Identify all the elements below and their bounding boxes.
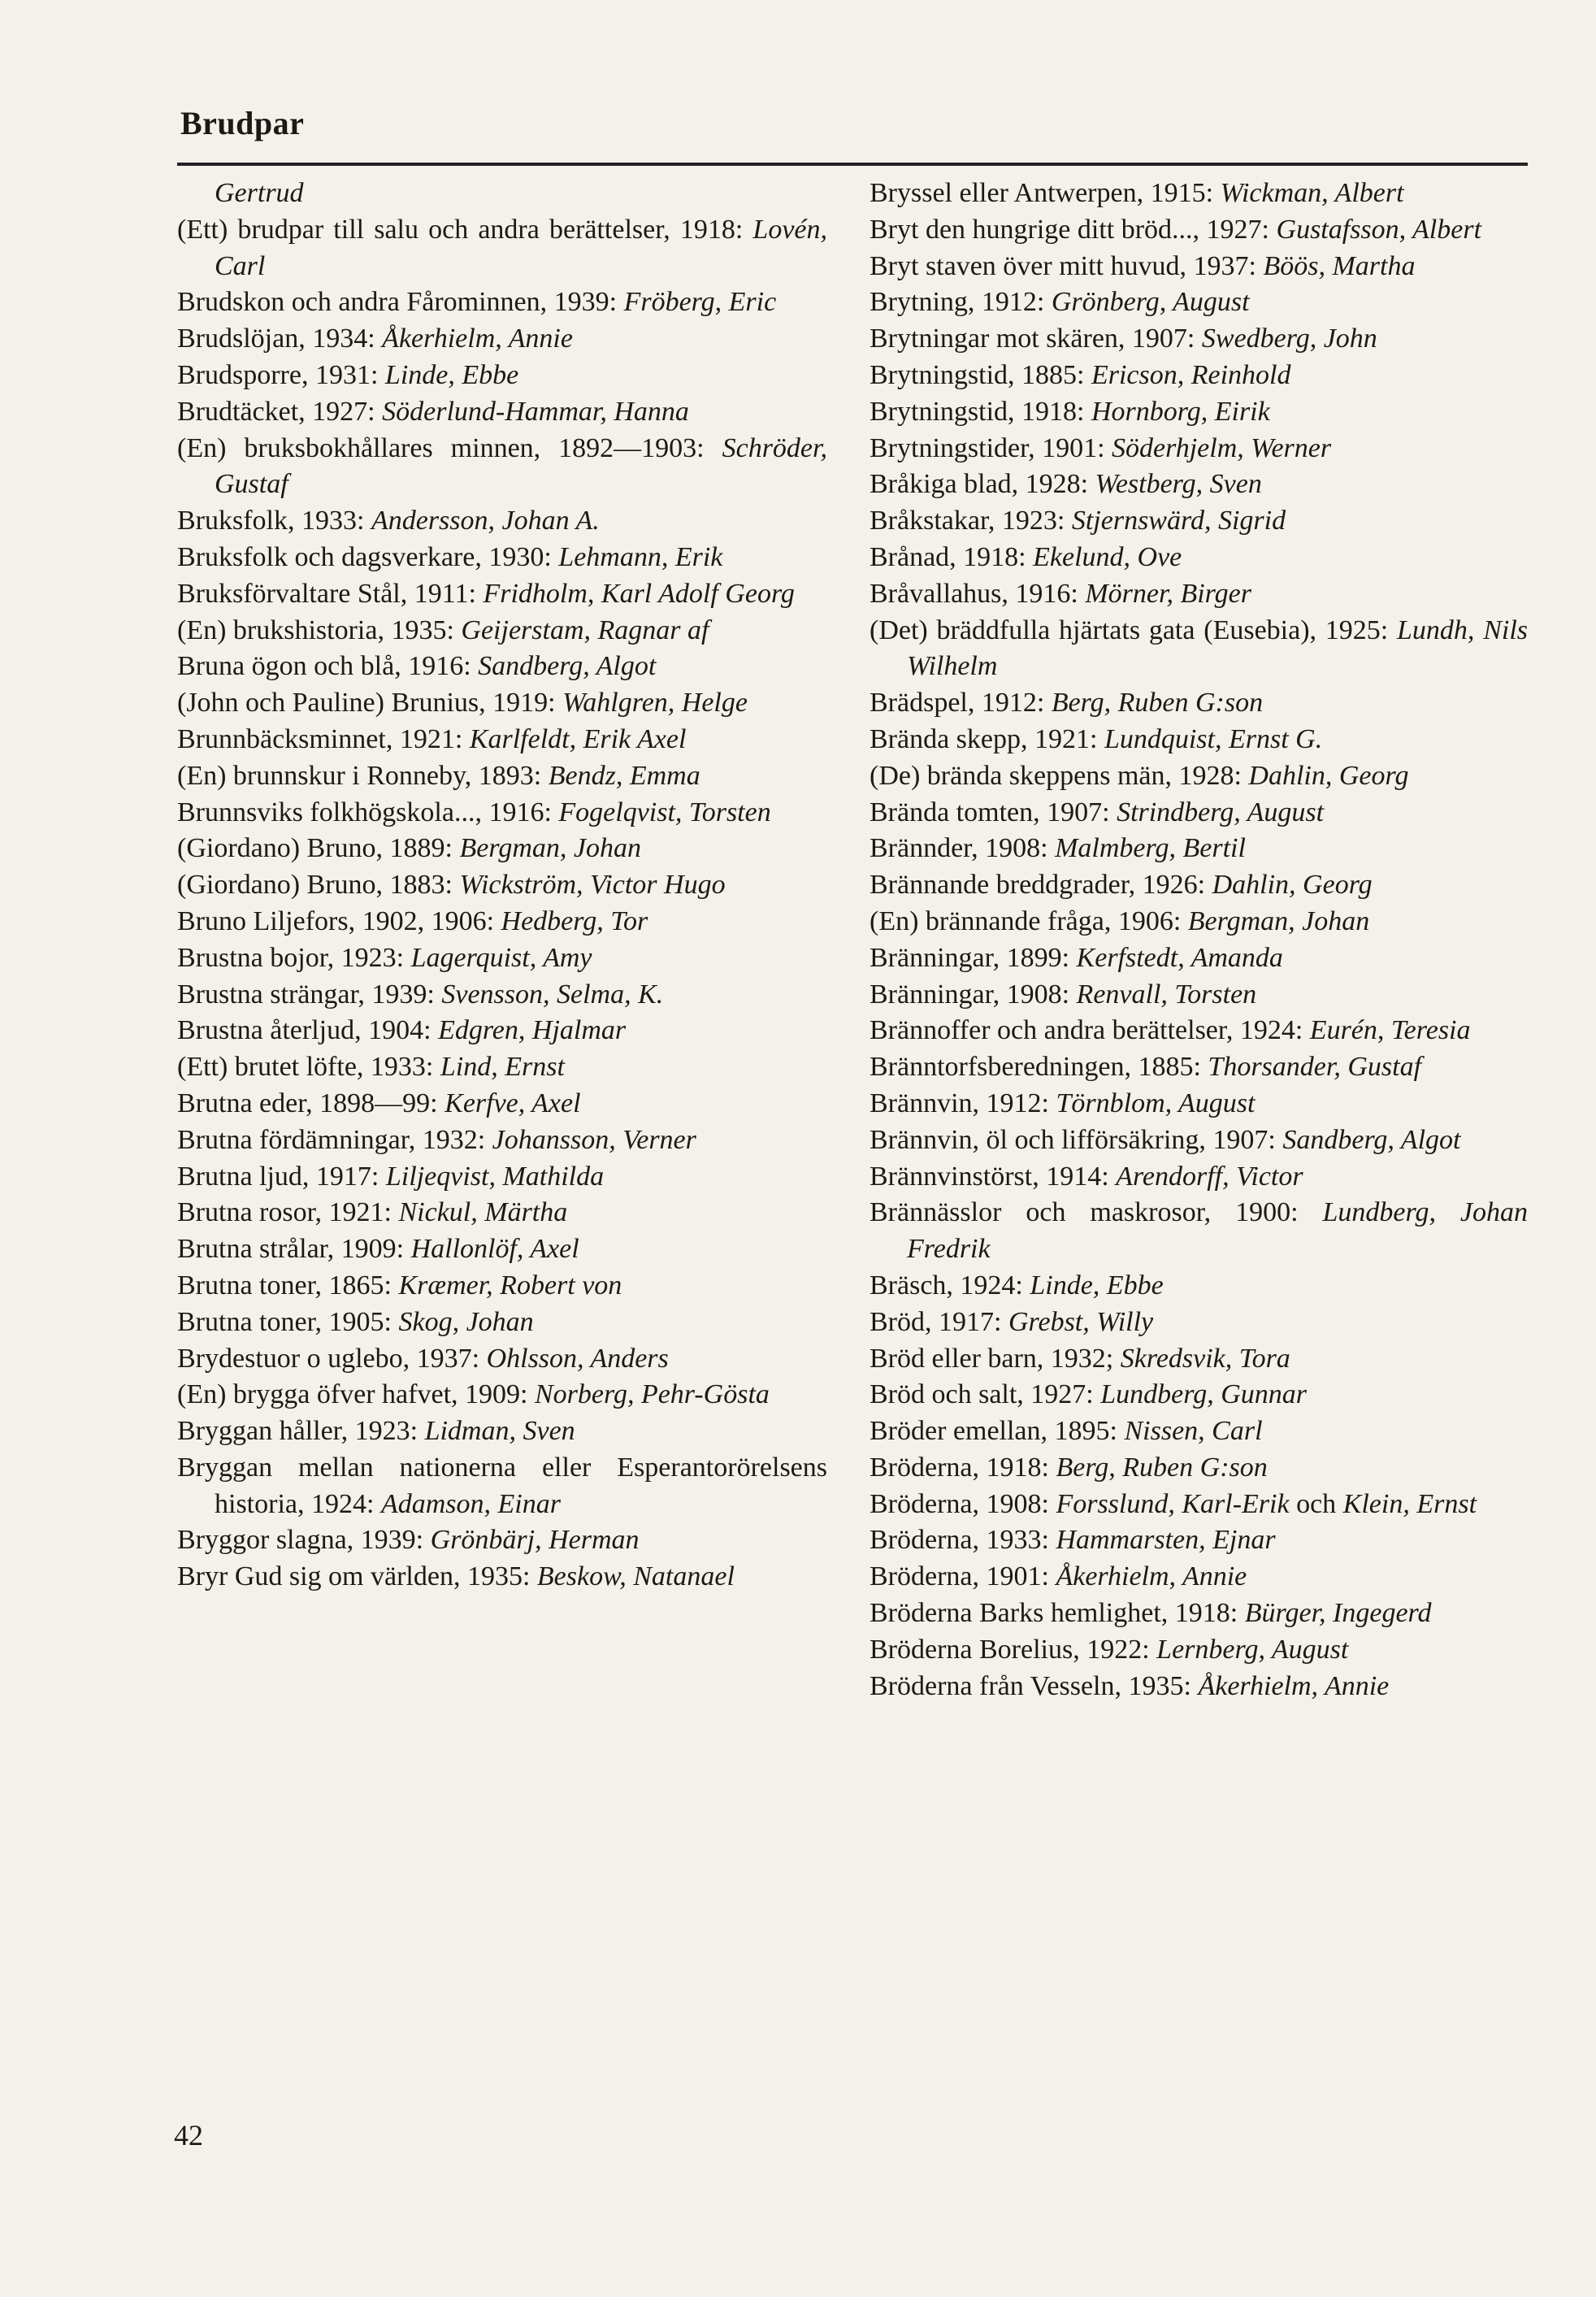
entry-author: Åkerhielm, Annie	[382, 323, 573, 354]
entry-title: Bruksfolk och dagsverkare, 1930:	[177, 541, 559, 572]
entry-author: Bergman, Johan	[1187, 905, 1370, 936]
entry-title: Brudtäcket, 1927:	[177, 396, 383, 427]
entry-author: Fogelqvist, Torsten	[558, 797, 771, 827]
index-entry	[870, 722, 1528, 758]
entry-author: Westberg, Sven	[1095, 469, 1262, 500]
entry-author: Edgren, Hjalmar	[438, 1015, 627, 1046]
entry-author: Stjernswärd, Sigrid	[1071, 506, 1286, 536]
entry-title: Brända skepp, 1921:	[870, 723, 1104, 754]
entry-author: Söderlund-Hammar, Hanna	[382, 396, 689, 427]
entry-title: Brännder, 1908:	[870, 833, 1056, 864]
entry-author: Arendorff, Victor	[1116, 1161, 1303, 1192]
index-entry	[870, 685, 1528, 722]
entry-title: Brända tomten, 1907:	[870, 797, 1117, 827]
index-entry	[177, 1559, 827, 1596]
index-entry	[177, 1013, 827, 1049]
index-entry	[177, 1305, 827, 1341]
index-entry	[870, 1122, 1528, 1159]
entry-author: Geijerstam, Ragnar af	[461, 614, 709, 645]
entry-author: Beskow, Natanael	[536, 1561, 735, 1592]
entry-title: Brännvinstörst, 1914:	[870, 1161, 1117, 1192]
index-entry	[177, 831, 827, 867]
entry-title: (Det) bräddfulla hjärtats gata (Eusebia), 1925:	[870, 614, 1398, 645]
index-entry	[870, 1159, 1528, 1196]
entry-title: (John och Pauline) Brunius, 1919:	[177, 688, 563, 719]
index-entry	[177, 904, 827, 940]
entry-title: Brytningstid, 1918:	[870, 396, 1091, 427]
entry-title: Brustna bojor, 1923:	[177, 942, 411, 973]
index-entry	[870, 977, 1528, 1014]
entry-author: Sandberg, Algot	[478, 651, 657, 682]
index-entry	[177, 431, 827, 504]
index-entry	[177, 1049, 827, 1086]
entry-author: Renvall, Torsten	[1076, 979, 1257, 1010]
entry-author: Norberg, Pehr-Gösta	[534, 1379, 770, 1410]
entry-title: Bruno Liljefors, 1902, 1906:	[177, 905, 501, 936]
entry-title: Brutna fördämningar, 1932:	[177, 1124, 492, 1155]
index-entry	[177, 1268, 827, 1305]
entry-title: Brustna återljud, 1904:	[177, 1015, 439, 1046]
index-entry	[870, 358, 1528, 394]
index-entry	[177, 321, 827, 358]
entry-author: Kerfstedt, Amanda	[1076, 942, 1283, 973]
entry-title: Brånad, 1918:	[870, 541, 1034, 572]
index-entry	[177, 1159, 827, 1196]
entry-title: Brytningstider, 1901:	[870, 432, 1112, 463]
entry-author: Lundh, Nils Wilhelm	[907, 614, 1528, 682]
entry-title: Brännoffer och andra berättelser, 1924:	[870, 1015, 1310, 1046]
entry-title: Bröderna från Vesseln, 1935:	[870, 1670, 1199, 1701]
index-entry	[870, 576, 1528, 613]
entry-author: Bürger, Ingegerd	[1244, 1598, 1432, 1629]
index-entry	[177, 176, 827, 212]
index-entry	[177, 394, 827, 431]
entry-author: Lovén, Carl	[215, 214, 827, 281]
entry-author: Gustafsson, Albert	[1276, 214, 1482, 245]
entry-author: Lundquist, Ernst G.	[1104, 723, 1323, 754]
index-entry	[870, 467, 1528, 503]
header-rule	[177, 163, 1528, 166]
index-entry	[177, 649, 827, 685]
entry-author: Sandberg, Algot	[1282, 1124, 1461, 1155]
index-entry	[870, 431, 1528, 467]
entry-author: Lind, Ernst	[440, 1052, 565, 1083]
entry-author: Forsslund, Karl-Erik	[1056, 1488, 1290, 1519]
entry-author: Schröder, Gustaf	[215, 432, 827, 500]
index-entry	[177, 576, 827, 613]
entry-title: Bröd eller barn, 1932;	[870, 1343, 1121, 1374]
entry-author: Grönbärj, Herman	[430, 1525, 640, 1556]
entry-title: (En) brukshistoria, 1935:	[177, 614, 462, 645]
entry-title: Bröd, 1917:	[870, 1306, 1008, 1337]
entry-author: Ericson, Reinhold	[1091, 359, 1291, 390]
entry-title: Brutna rosor, 1921:	[177, 1197, 399, 1228]
index-entry	[177, 1522, 827, 1559]
index-entry	[870, 1377, 1528, 1413]
entry-title: (De) brända skeppens män, 1928:	[870, 760, 1249, 791]
entry-title: (Ett) brudpar till salu och andra berättelser, 1918:	[177, 214, 753, 245]
entry-author: Lagerquist, Amy	[410, 942, 592, 973]
entry-author: Kerfve, Axel	[445, 1088, 581, 1118]
entry-author: Johansson, Verner	[492, 1124, 696, 1155]
index-entry	[870, 284, 1528, 321]
entry-author: Grebst, Willy	[1008, 1306, 1154, 1337]
entry-author: Böös, Martha	[1263, 250, 1416, 281]
index-entry	[870, 1522, 1528, 1559]
index-entry	[870, 1559, 1528, 1596]
index-entry	[177, 1086, 827, 1122]
entry-title: Bryt den hungrige ditt bröd..., 1927:	[870, 214, 1277, 245]
entry-title: Brudsporre, 1931:	[177, 359, 385, 390]
entry-title: Brytningstid, 1885:	[870, 359, 1091, 390]
entry-title: Bryggan håller, 1923:	[177, 1416, 425, 1447]
index-entry	[177, 1341, 827, 1378]
entry-author: Hedberg, Tor	[501, 905, 648, 936]
entry-title: Brudslöjan, 1934:	[177, 323, 383, 354]
index-entry	[870, 904, 1528, 940]
index-entry	[177, 1122, 827, 1159]
entry-author: Swedberg, John	[1201, 323, 1377, 354]
index-entry	[177, 795, 827, 832]
entry-author: Hornborg, Eirik	[1091, 396, 1270, 427]
entry-author: Lundberg, Johan Fredrik	[907, 1197, 1529, 1265]
index-entry	[870, 1341, 1528, 1378]
entry-author: Kræmer, Robert von	[398, 1270, 622, 1300]
entry-title: Brustna strängar, 1939:	[177, 979, 442, 1010]
entry-title: Bruksfolk, 1933:	[177, 506, 371, 536]
entry-title: Bräsch, 1924:	[870, 1270, 1030, 1300]
entry-author: Gertrud	[215, 178, 304, 208]
entry-author: Berg, Ruben G:son	[1051, 688, 1264, 719]
entry-author: Törnblom, August	[1056, 1088, 1256, 1118]
index-entry	[870, 1450, 1528, 1487]
entry-title: (En) brunnskur i Ronneby, 1893:	[177, 760, 549, 791]
entry-title: Brydestuor o uglebo, 1937:	[177, 1343, 487, 1374]
entry-title: Bränningar, 1899:	[870, 942, 1077, 973]
entry-title: Bröd och salt, 1927:	[870, 1379, 1101, 1410]
entry-author: Berg, Ruben G:son	[1056, 1452, 1268, 1483]
entry-title: Bränntorfsberedningen, 1885:	[870, 1052, 1208, 1083]
entry-title: Bråvallahus, 1916:	[870, 578, 1086, 609]
index-entry	[177, 977, 827, 1014]
index-entry	[870, 394, 1528, 431]
entry-title: Bröderna Borelius, 1922:	[870, 1634, 1157, 1665]
entry-title: Bryssel eller Antwerpen, 1915:	[870, 178, 1221, 208]
index-entry	[870, 1413, 1528, 1450]
entry-author: Åkerhielm, Annie	[1056, 1561, 1247, 1592]
index-entry	[870, 1596, 1528, 1632]
entry-author: Ekelund, Ove	[1033, 541, 1182, 572]
entry-author: Mörner, Birger	[1085, 578, 1251, 609]
entry-title: Bryt staven över mitt huvud, 1937:	[870, 250, 1264, 281]
index-entry	[177, 358, 827, 394]
entry-title: Bröderna Barks hemlighet, 1918:	[870, 1598, 1245, 1629]
index-entry	[177, 758, 827, 795]
entry-author: Ohlsson, Anders	[486, 1343, 669, 1374]
entry-author: Eurén, Teresia	[1309, 1015, 1471, 1046]
entry-author: Lundberg, Gunnar	[1100, 1379, 1308, 1410]
entry-title: Brännande breddgrader, 1926:	[870, 870, 1212, 901]
entry-author: Klein, Ernst	[1342, 1488, 1477, 1519]
entry-title: Bryggor slagna, 1939:	[177, 1525, 431, 1556]
entry-author: Skredsvik, Tora	[1120, 1343, 1290, 1374]
index-entry	[870, 1669, 1528, 1705]
index-entry	[177, 940, 827, 977]
index-entry	[870, 540, 1528, 576]
entry-title: Brunnsviks folkhögskola..., 1916:	[177, 797, 559, 827]
index-entry	[870, 1487, 1528, 1523]
index-entry	[870, 831, 1528, 867]
index-entry	[870, 321, 1528, 358]
entry-author: Linde, Ebbe	[1030, 1270, 1164, 1300]
entry-author: Lidman, Sven	[424, 1416, 575, 1447]
index-entry	[177, 540, 827, 576]
entry-author: Malmberg, Bertil	[1055, 833, 1246, 864]
entry-author: Thorsander, Gustaf	[1208, 1052, 1422, 1083]
entry-title: Brunnbäcksminnet, 1921:	[177, 723, 470, 754]
entry-title: Bröder emellan, 1895:	[870, 1416, 1125, 1447]
entry-author: Lehmann, Erik	[558, 541, 723, 572]
entry-title: Brännvin, 1912:	[870, 1088, 1056, 1118]
entry-author: Wickström, Victor Hugo	[459, 870, 726, 901]
entry-title: Brännvin, öl och lifförsäkring, 1907:	[870, 1124, 1283, 1155]
entry-title: Bryr Gud sig om världen, 1935:	[177, 1561, 537, 1592]
index-entry	[177, 1377, 827, 1413]
entry-author: Grönberg, August	[1051, 287, 1250, 318]
index-entry	[870, 758, 1528, 795]
entry-title: Brutna toner, 1905:	[177, 1306, 399, 1337]
index-entry	[870, 1049, 1528, 1086]
index-entry	[870, 176, 1528, 212]
index-entry	[177, 1450, 827, 1523]
entry-title: Bryggan mellan nationerna eller Esperantorörelsens historia, 1924:	[177, 1452, 827, 1519]
index-entry	[177, 1231, 827, 1268]
index-entry	[177, 1413, 827, 1450]
entry-author: Bendz, Emma	[548, 760, 700, 791]
index-entry	[870, 1305, 1528, 1341]
entry-title: Brutna strålar, 1909:	[177, 1234, 411, 1265]
entry-author: Dahlin, Georg	[1212, 870, 1373, 901]
index-entry	[177, 503, 827, 540]
index-entry	[870, 867, 1528, 904]
entry-author: Fröberg, Eric	[623, 287, 777, 318]
right-column	[870, 176, 1528, 1704]
index-entry	[870, 613, 1528, 686]
entry-title: (En) brännande fråga, 1906:	[870, 905, 1188, 936]
entry-author: Söderhjelm, Werner	[1112, 432, 1332, 463]
entry-author: Liljeqvist, Mathilda	[385, 1161, 605, 1192]
index-entry	[177, 867, 827, 904]
entry-title: Brudskon och andra Fårominnen, 1939:	[177, 287, 624, 318]
index-entry	[870, 795, 1528, 832]
entry-author: Lernberg, August	[1156, 1634, 1349, 1665]
entry-author: Skog, Johan	[398, 1306, 534, 1337]
entry-title: Brädspel, 1912:	[870, 688, 1052, 719]
entry-author: Andersson, Johan A.	[371, 506, 600, 536]
entry-author: Nissen, Carl	[1124, 1416, 1263, 1447]
entry-title: Bråkiga blad, 1928:	[870, 469, 1095, 500]
entry-author: Bergman, Johan	[459, 833, 641, 864]
index-entry	[177, 722, 827, 758]
entry-author: Åkerhielm, Annie	[1198, 1670, 1390, 1701]
index-entry	[870, 1632, 1528, 1669]
index-entry	[870, 249, 1528, 285]
entry-title: Bröderna, 1901:	[870, 1561, 1056, 1592]
entry-author: Strindberg, August	[1117, 797, 1325, 827]
entry-conjunction: och	[1289, 1488, 1343, 1519]
index-entry	[177, 613, 827, 649]
index-entry	[870, 503, 1528, 540]
entry-author: Adamson, Einar	[380, 1488, 561, 1519]
index-entry	[177, 1195, 827, 1231]
entry-author: Linde, Ebbe	[384, 359, 519, 390]
entry-title: Brytning, 1912:	[870, 287, 1052, 318]
entry-title: Brytningar mot skären, 1907:	[870, 323, 1202, 354]
entry-title: (En) brygga öfver hafvet, 1909:	[177, 1379, 535, 1410]
entry-title: Bruksförvaltare Stål, 1911:	[177, 578, 484, 609]
index-entry	[870, 1268, 1528, 1305]
index-entry	[177, 212, 827, 285]
entry-title: Brutna ljud, 1917:	[177, 1161, 386, 1192]
entry-title: (Giordano) Bruno, 1883:	[177, 870, 460, 901]
entry-title: Bråkstakar, 1923:	[870, 506, 1072, 536]
entry-title: Brutna toner, 1865:	[177, 1270, 399, 1300]
left-column	[177, 176, 827, 1596]
entry-author: Hallonlöf, Axel	[410, 1234, 579, 1265]
entry-title: Bröderna, 1918:	[870, 1452, 1056, 1483]
index-entry	[870, 1086, 1528, 1122]
entry-author: Wahlgren, Helge	[562, 688, 748, 719]
entry-title: (Ett) brutet löfte, 1933:	[177, 1052, 440, 1083]
entry-author: Hammarsten, Ejnar	[1056, 1525, 1276, 1556]
entry-title: Brutna eder, 1898—99:	[177, 1088, 445, 1118]
entry-author: Fridholm, Karl Adolf Georg	[483, 578, 795, 609]
index-entry	[870, 1013, 1528, 1049]
index-entry	[870, 1195, 1528, 1268]
entry-title: Bröderna, 1908:	[870, 1488, 1056, 1519]
entry-title: (Giordano) Bruno, 1889:	[177, 833, 460, 864]
entry-title: Bränningar, 1908:	[870, 979, 1077, 1010]
running-header: Brudpar	[180, 105, 305, 141]
entry-author: Nickul, Märtha	[398, 1197, 568, 1228]
entry-title: Bröderna, 1933:	[870, 1525, 1056, 1556]
entry-author: Wickman, Albert	[1220, 178, 1404, 208]
index-entry	[870, 212, 1528, 249]
page-number: 42	[174, 2119, 203, 2152]
entry-author: Karlfeldt, Erik Axel	[469, 723, 687, 754]
entry-title: Brännässlor och maskrosor, 1900:	[870, 1197, 1323, 1228]
index-entry	[177, 685, 827, 722]
entry-title: (En) bruksbokhållares minnen, 1892—1903:	[177, 432, 722, 463]
index-entry	[870, 940, 1528, 977]
entry-author: Svensson, Selma, K.	[441, 979, 664, 1010]
entry-title: Bruna ögon och blå, 1916:	[177, 651, 479, 682]
index-entry	[177, 284, 827, 321]
entry-author: Dahlin, Georg	[1248, 760, 1409, 791]
